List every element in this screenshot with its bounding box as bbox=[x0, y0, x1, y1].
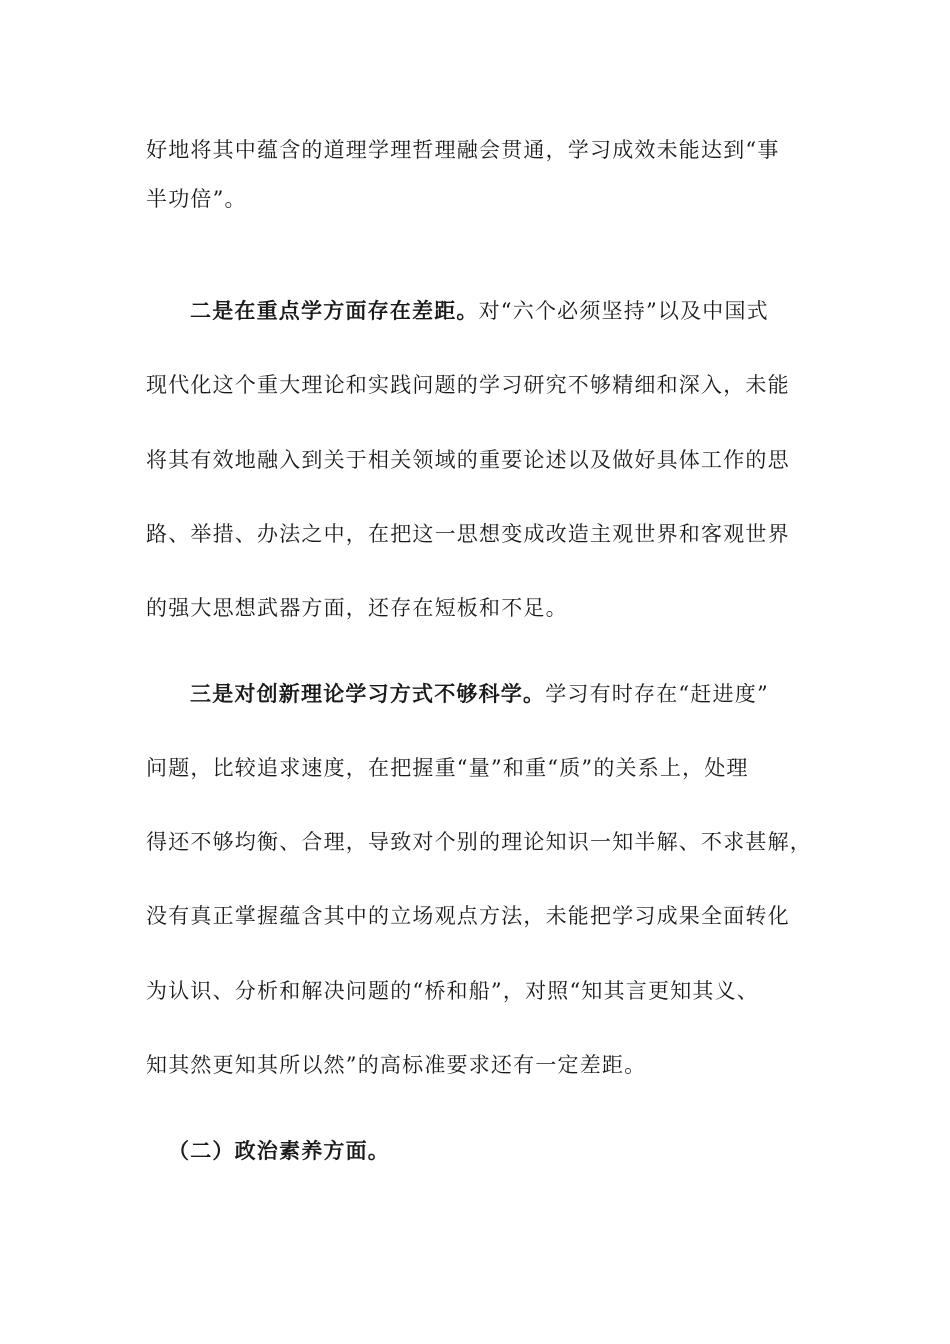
paragraph-2-line-4: 路、举措、办法之中，在把这一思想变成改造主观世界和客观世界 bbox=[146, 522, 790, 546]
paragraph-3-line-1-rest: 学习有时存在“赶进度” bbox=[545, 682, 769, 706]
paragraph-3-line-2: 问题，比较追求速度，在把握重“量”和重“质”的关系上，处理 bbox=[146, 756, 749, 780]
section-heading: （二）政治素养方面。 bbox=[168, 1138, 390, 1163]
paragraph-2-line-2: 现代化这个重大理论和实践问题的学习研究不够精细和深入，未能 bbox=[146, 373, 790, 397]
paragraph-3-line-1 bbox=[190, 679, 806, 709]
paragraph-2-line-3: 将其有效地融入到关于相关领域的重要论述以及做好具体工作的思 bbox=[146, 448, 790, 472]
paragraph-3-lead: 三是对创新理论学习方式不够科学。 bbox=[190, 681, 546, 706]
paragraph-1-line-1: 好地将其中蕴含的道理学理哲理融会贯通，学习成效未能达到“事 bbox=[146, 138, 780, 162]
paragraph-3-line-4: 没有真正掌握蕴含其中的立场观点方法，未能把学习成果全面转化 bbox=[146, 904, 790, 928]
paragraph-2-line-5: 的强大思想武器方面，还存在短板和不足。 bbox=[146, 596, 568, 620]
paragraph-2-lead: 二是在重点学方面存在差距。 bbox=[190, 298, 479, 323]
paragraph-3-line-6: 知其然更知其所以然”的高标准要求还有一定差距。 bbox=[146, 1053, 647, 1077]
paragraph-3-line-3: 得还不够均衡、合理，导致对个别的理论知识一知半解、不求甚解， bbox=[146, 830, 812, 854]
paragraph-2-line-1 bbox=[190, 296, 806, 326]
paragraph-3-line-5: 为认识、分析和解决问题的“桥和船”，对照“知其言更知其义、 bbox=[146, 979, 760, 1003]
paragraph-2-line-1-rest: 对“六个必须坚持”以及中国式 bbox=[478, 299, 769, 323]
paragraph-1-line-2: 半功倍”。 bbox=[146, 187, 247, 211]
